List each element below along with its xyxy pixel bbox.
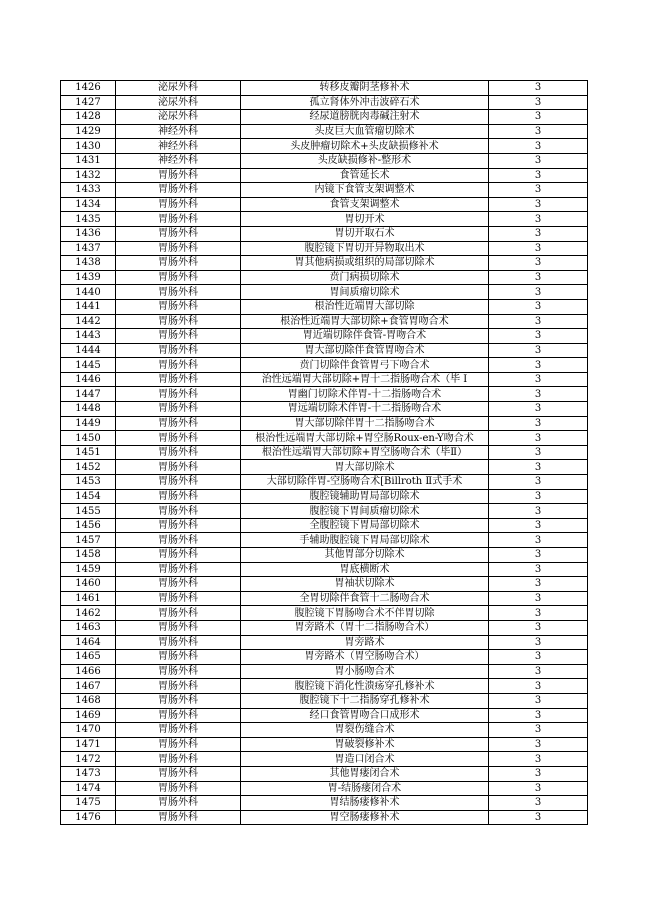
- row-number-cell: 1465: [61, 650, 116, 665]
- procedure-name-cell: 胃旁路术: [241, 635, 489, 650]
- department-cell: 胃肠外科: [116, 796, 241, 811]
- grade-cell: 3: [489, 329, 588, 344]
- row-number-cell: 1474: [61, 781, 116, 796]
- grade-cell: 3: [489, 460, 588, 475]
- row-number-cell: 1475: [61, 796, 116, 811]
- department-cell: 胃肠外科: [116, 518, 241, 533]
- row-number-cell: 1433: [61, 183, 116, 198]
- department-cell: 胃肠外科: [116, 679, 241, 694]
- grade-cell: 3: [489, 489, 588, 504]
- row-number-cell: 1470: [61, 723, 116, 738]
- procedure-name-cell: 治性远端胃大部切除+胃十二指肠吻合术（毕 I: [241, 372, 489, 387]
- row-number-cell: 1468: [61, 693, 116, 708]
- procedure-name-cell: 食管延长术: [241, 168, 489, 183]
- grade-cell: 3: [489, 168, 588, 183]
- procedure-name-cell: 根治性远端胃大部切除+胃空肠Roux-en-Y吻合术: [241, 431, 489, 446]
- row-number-cell: 1438: [61, 256, 116, 271]
- row-number-cell: 1440: [61, 285, 116, 300]
- table-row: [61, 810, 588, 825]
- procedure-name-cell: 胃远端切除术伴胃-十二指肠吻合术: [241, 402, 489, 417]
- row-number-cell: 1434: [61, 197, 116, 212]
- table-row: [61, 504, 588, 519]
- table-row: [61, 168, 588, 183]
- procedure-name-cell: 根治性远端胃大部切除+胃空肠吻合术（毕Ⅱ）: [241, 445, 489, 460]
- row-number-cell: 1437: [61, 241, 116, 256]
- procedure-name-cell: 头皮巨大血管瘤切除术: [241, 124, 489, 139]
- grade-cell: 3: [489, 358, 588, 373]
- grade-cell: 3: [489, 431, 588, 446]
- department-cell: 胃肠外科: [116, 504, 241, 519]
- table-row: [61, 197, 588, 212]
- table-row: [61, 796, 588, 811]
- department-cell: 胃肠外科: [116, 256, 241, 271]
- procedure-name-cell: 贲门切除伴食管胃弓下吻合术: [241, 358, 489, 373]
- grade-cell: 3: [489, 591, 588, 606]
- table-row: [61, 387, 588, 402]
- table-row: [61, 489, 588, 504]
- procedure-name-cell: 胃间质瘤切除术: [241, 285, 489, 300]
- row-number-cell: 1472: [61, 752, 116, 767]
- department-cell: 胃肠外科: [116, 197, 241, 212]
- table-row: [61, 343, 588, 358]
- table-row: [61, 183, 588, 198]
- table-row: [61, 723, 588, 738]
- department-cell: 胃肠外科: [116, 591, 241, 606]
- row-number-cell: 1451: [61, 445, 116, 460]
- department-cell: 胃肠外科: [116, 212, 241, 227]
- table-row: [61, 548, 588, 563]
- row-number-cell: 1462: [61, 606, 116, 621]
- table-row: [61, 664, 588, 679]
- table-row: [61, 372, 588, 387]
- department-cell: 胃肠外科: [116, 416, 241, 431]
- department-cell: 胃肠外科: [116, 475, 241, 490]
- department-cell: 胃肠外科: [116, 562, 241, 577]
- grade-cell: 3: [489, 723, 588, 738]
- grade-cell: 3: [489, 708, 588, 723]
- procedure-name-cell: 胃切开术: [241, 212, 489, 227]
- table-row: [61, 781, 588, 796]
- grade-cell: 3: [489, 416, 588, 431]
- procedure-name-cell: 胃其他病损或组织的局部切除术: [241, 256, 489, 271]
- department-cell: 胃肠外科: [116, 460, 241, 475]
- table-row: [61, 693, 588, 708]
- procedure-name-cell: 转移皮瓣阴茎修补术: [241, 81, 489, 96]
- table-row: [61, 475, 588, 490]
- procedure-name-cell: 其他胃部分切除术: [241, 548, 489, 563]
- table-row: [61, 620, 588, 635]
- row-number-cell: 1429: [61, 124, 116, 139]
- procedure-name-cell: 其他胃瘘闭合术: [241, 766, 489, 781]
- row-number-cell: 1435: [61, 212, 116, 227]
- procedure-name-cell: 腹腔镜下消化性溃疡穿孔修补术: [241, 679, 489, 694]
- procedure-name-cell: 胃大部切除伴食管胃吻合术: [241, 343, 489, 358]
- department-cell: 神经外科: [116, 153, 241, 168]
- grade-cell: 3: [489, 212, 588, 227]
- table-row: [61, 241, 588, 256]
- procedure-name-cell: 腹腔镜下十二指肠穿孔修补术: [241, 693, 489, 708]
- department-cell: 胃肠外科: [116, 723, 241, 738]
- grade-cell: 3: [489, 372, 588, 387]
- department-cell: 胃肠外科: [116, 270, 241, 285]
- procedure-name-cell: 手辅助腹腔镜下胃局部切除术: [241, 533, 489, 548]
- grade-cell: 3: [489, 518, 588, 533]
- row-number-cell: 1444: [61, 343, 116, 358]
- procedure-name-cell: 胃近端切除伴食管-胃吻合术: [241, 329, 489, 344]
- table-row: [61, 81, 588, 96]
- row-number-cell: 1453: [61, 475, 116, 490]
- row-number-cell: 1476: [61, 810, 116, 825]
- table-row: [61, 402, 588, 417]
- grade-cell: 3: [489, 139, 588, 154]
- department-cell: 胃肠外科: [116, 226, 241, 241]
- row-number-cell: 1445: [61, 358, 116, 373]
- grade-cell: 3: [489, 285, 588, 300]
- grade-cell: 3: [489, 796, 588, 811]
- table-row: [61, 752, 588, 767]
- row-number-cell: 1449: [61, 416, 116, 431]
- grade-cell: 3: [489, 577, 588, 592]
- table-row: [61, 431, 588, 446]
- row-number-cell: 1447: [61, 387, 116, 402]
- department-cell: 胃肠外科: [116, 548, 241, 563]
- row-number-cell: 1471: [61, 737, 116, 752]
- procedure-name-cell: 根治性近端胃大部切除: [241, 299, 489, 314]
- table-row: [61, 766, 588, 781]
- table-row: [61, 299, 588, 314]
- procedure-name-cell: 内镜下食管支架调整术: [241, 183, 489, 198]
- grade-cell: 3: [489, 343, 588, 358]
- procedure-name-cell: 胃大部切除伴胃十二指肠吻合术: [241, 416, 489, 431]
- row-number-cell: 1457: [61, 533, 116, 548]
- table-row: [61, 577, 588, 592]
- department-cell: 胃肠外科: [116, 810, 241, 825]
- grade-cell: 3: [489, 606, 588, 621]
- procedure-name-cell: 胃大部切除术: [241, 460, 489, 475]
- row-number-cell: 1473: [61, 766, 116, 781]
- procedure-name-cell: 胃造口闭合术: [241, 752, 489, 767]
- department-cell: 胃肠外科: [116, 431, 241, 446]
- row-number-cell: 1467: [61, 679, 116, 694]
- row-number-cell: 1454: [61, 489, 116, 504]
- procedure-name-cell: 胃幽门切除术伴胃-十二指肠吻合术: [241, 387, 489, 402]
- procedure-name-cell: 胃袖状切除术: [241, 577, 489, 592]
- procedure-name-cell: 头皮缺损修补-整形术: [241, 153, 489, 168]
- table-row: [61, 737, 588, 752]
- grade-cell: 3: [489, 241, 588, 256]
- table-row: [61, 635, 588, 650]
- department-cell: 胃肠外科: [116, 343, 241, 358]
- grade-cell: 3: [489, 562, 588, 577]
- table-body: [61, 81, 588, 825]
- department-cell: 胃肠外科: [116, 620, 241, 635]
- grade-cell: 3: [489, 664, 588, 679]
- table-row: [61, 445, 588, 460]
- table-row: [61, 460, 588, 475]
- department-cell: 胃肠外科: [116, 693, 241, 708]
- grade-cell: 3: [489, 752, 588, 767]
- procedure-name-cell: 食管支架调整术: [241, 197, 489, 212]
- row-number-cell: 1452: [61, 460, 116, 475]
- department-cell: 泌尿外科: [116, 81, 241, 96]
- grade-cell: 3: [489, 183, 588, 198]
- department-cell: 胃肠外科: [116, 635, 241, 650]
- department-cell: 胃肠外科: [116, 402, 241, 417]
- row-number-cell: 1426: [61, 81, 116, 96]
- procedure-name-cell: 胃结肠瘘修补术: [241, 796, 489, 811]
- row-number-cell: 1442: [61, 314, 116, 329]
- procedure-table: [60, 80, 588, 825]
- department-cell: 泌尿外科: [116, 110, 241, 125]
- row-number-cell: 1459: [61, 562, 116, 577]
- grade-cell: 3: [489, 475, 588, 490]
- procedure-name-cell: 胃破裂修补术: [241, 737, 489, 752]
- row-number-cell: 1427: [61, 95, 116, 110]
- procedure-name-cell: 孤立肾体外冲击波碎石术: [241, 95, 489, 110]
- table-row: [61, 708, 588, 723]
- row-number-cell: 1441: [61, 299, 116, 314]
- grade-cell: 3: [489, 110, 588, 125]
- row-number-cell: 1464: [61, 635, 116, 650]
- table-row: [61, 562, 588, 577]
- row-number-cell: 1446: [61, 372, 116, 387]
- procedure-name-cell: 贲门病损切除术: [241, 270, 489, 285]
- department-cell: 胃肠外科: [116, 241, 241, 256]
- procedure-name-cell: 经尿道膀胱肉毒碱注射术: [241, 110, 489, 125]
- department-cell: 胃肠外科: [116, 387, 241, 402]
- row-number-cell: 1439: [61, 270, 116, 285]
- grade-cell: 3: [489, 256, 588, 271]
- procedure-name-cell: 腹腔镜辅助胃局部切除术: [241, 489, 489, 504]
- row-number-cell: 1428: [61, 110, 116, 125]
- table-row: [61, 606, 588, 621]
- grade-cell: 3: [489, 679, 588, 694]
- grade-cell: 3: [489, 548, 588, 563]
- department-cell: 泌尿外科: [116, 95, 241, 110]
- table-row: [61, 314, 588, 329]
- row-number-cell: 1458: [61, 548, 116, 563]
- department-cell: 胃肠外科: [116, 781, 241, 796]
- row-number-cell: 1456: [61, 518, 116, 533]
- procedure-name-cell: 胃底横断术: [241, 562, 489, 577]
- grade-cell: 3: [489, 620, 588, 635]
- procedure-name-cell: 根治性近端胃大部切除+食管胃吻合术: [241, 314, 489, 329]
- grade-cell: 3: [489, 81, 588, 96]
- procedure-name-cell: 经口食管胃吻合口成形术: [241, 708, 489, 723]
- row-number-cell: 1430: [61, 139, 116, 154]
- table-row: [61, 226, 588, 241]
- procedure-name-cell: 腹腔镜下胃切开异物取出术: [241, 241, 489, 256]
- grade-cell: 3: [489, 314, 588, 329]
- grade-cell: 3: [489, 445, 588, 460]
- row-number-cell: 1443: [61, 329, 116, 344]
- department-cell: 胃肠外科: [116, 489, 241, 504]
- row-number-cell: 1436: [61, 226, 116, 241]
- procedure-name-cell: 胃小肠吻合术: [241, 664, 489, 679]
- department-cell: 神经外科: [116, 124, 241, 139]
- department-cell: 胃肠外科: [116, 606, 241, 621]
- procedure-name-cell: 胃旁路术（胃十二指肠吻合术）: [241, 620, 489, 635]
- department-cell: 胃肠外科: [116, 445, 241, 460]
- table-row: [61, 416, 588, 431]
- department-cell: 胃肠外科: [116, 299, 241, 314]
- department-cell: 胃肠外科: [116, 650, 241, 665]
- procedure-name-cell: 腹腔镜下胃间质瘤切除术: [241, 504, 489, 519]
- department-cell: 胃肠外科: [116, 314, 241, 329]
- grade-cell: 3: [489, 226, 588, 241]
- procedure-name-cell: 胃旁路术（胃空肠吻合术）: [241, 650, 489, 665]
- department-cell: 胃肠外科: [116, 766, 241, 781]
- grade-cell: 3: [489, 766, 588, 781]
- procedure-name-cell: 胃切开取石术: [241, 226, 489, 241]
- procedure-name-cell: 大部切除伴胃-空肠吻合术[Billroth Ⅱ式手术: [241, 475, 489, 490]
- grade-cell: 3: [489, 650, 588, 665]
- table-row: [61, 285, 588, 300]
- grade-cell: 3: [489, 387, 588, 402]
- table-row: [61, 650, 588, 665]
- grade-cell: 3: [489, 197, 588, 212]
- procedure-name-cell: 头皮肿瘤切除术+头皮缺损修补术: [241, 139, 489, 154]
- grade-cell: 3: [489, 533, 588, 548]
- department-cell: 胃肠外科: [116, 285, 241, 300]
- table-row: [61, 95, 588, 110]
- row-number-cell: 1461: [61, 591, 116, 606]
- table-row: [61, 358, 588, 373]
- table-row: [61, 679, 588, 694]
- table-row: [61, 139, 588, 154]
- grade-cell: 3: [489, 504, 588, 519]
- grade-cell: 3: [489, 693, 588, 708]
- row-number-cell: 1450: [61, 431, 116, 446]
- row-number-cell: 1469: [61, 708, 116, 723]
- table-row: [61, 256, 588, 271]
- department-cell: 胃肠外科: [116, 737, 241, 752]
- table-row: [61, 591, 588, 606]
- department-cell: 胃肠外科: [116, 577, 241, 592]
- table-row: [61, 110, 588, 125]
- department-cell: 神经外科: [116, 139, 241, 154]
- grade-cell: 3: [489, 781, 588, 796]
- row-number-cell: 1455: [61, 504, 116, 519]
- grade-cell: 3: [489, 402, 588, 417]
- grade-cell: 3: [489, 737, 588, 752]
- procedure-name-cell: 全胃切除伴食管十二肠吻合术: [241, 591, 489, 606]
- grade-cell: 3: [489, 124, 588, 139]
- grade-cell: 3: [489, 299, 588, 314]
- row-number-cell: 1463: [61, 620, 116, 635]
- row-number-cell: 1431: [61, 153, 116, 168]
- procedure-name-cell: 胃裂伤缝合术: [241, 723, 489, 738]
- department-cell: 胃肠外科: [116, 168, 241, 183]
- procedure-name-cell: 胃空肠瘘修补术: [241, 810, 489, 825]
- table-row: [61, 153, 588, 168]
- table-row: [61, 124, 588, 139]
- department-cell: 胃肠外科: [116, 329, 241, 344]
- department-cell: 胃肠外科: [116, 708, 241, 723]
- table-row: [61, 533, 588, 548]
- department-cell: 胃肠外科: [116, 372, 241, 387]
- row-number-cell: 1466: [61, 664, 116, 679]
- grade-cell: 3: [489, 153, 588, 168]
- grade-cell: 3: [489, 810, 588, 825]
- table-row: [61, 518, 588, 533]
- grade-cell: 3: [489, 635, 588, 650]
- row-number-cell: 1460: [61, 577, 116, 592]
- grade-cell: 3: [489, 270, 588, 285]
- row-number-cell: 1448: [61, 402, 116, 417]
- department-cell: 胃肠外科: [116, 664, 241, 679]
- department-cell: 胃肠外科: [116, 183, 241, 198]
- table-row: [61, 212, 588, 227]
- table-row: [61, 329, 588, 344]
- procedure-name-cell: 胃-结肠瘘闭合术: [241, 781, 489, 796]
- table-row: [61, 270, 588, 285]
- procedure-name-cell: 全腹腔镜下胃局部切除术: [241, 518, 489, 533]
- department-cell: 胃肠外科: [116, 358, 241, 373]
- row-number-cell: 1432: [61, 168, 116, 183]
- procedure-name-cell: 腹腔镜下胃肠吻合术不伴胃切除: [241, 606, 489, 621]
- grade-cell: 3: [489, 95, 588, 110]
- department-cell: 胃肠外科: [116, 752, 241, 767]
- department-cell: 胃肠外科: [116, 533, 241, 548]
